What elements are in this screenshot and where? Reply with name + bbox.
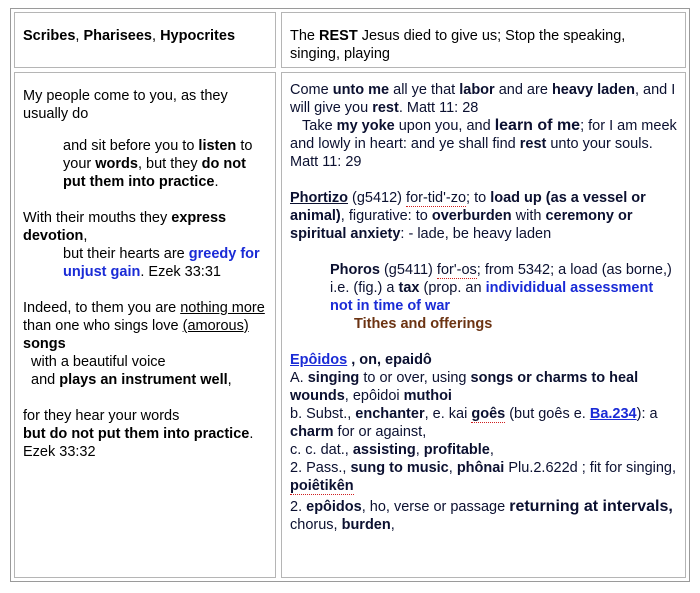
header-cell-left: [14, 12, 276, 68]
right-body-cell: [281, 72, 686, 578]
left-para-4: but their hearts are greedy for unjust gain. Ezek 33:31: [63, 246, 260, 280]
header-cell-right: [281, 12, 686, 68]
right-para-3: Phortizo (g5412) for-tid'-zo; to load up (as a vessel or animal), figurative: to overburden with ceremony or spiritual anxiety: - lade, be heavy laden: [290, 190, 646, 242]
right-para-1: Come unto me all ye that labor and are heavy laden, and I will give you rest. Matt 11: 28: [290, 82, 676, 116]
right-para-10: 2. Pass., sung to music, phônai Plu.2.622d ; fit for singing, poiêtikên: [290, 460, 677, 494]
left-para-9: but do not put them into practice. Ezek 33:32: [23, 426, 254, 460]
epoidos-link[interactable]: Epôidos: [290, 352, 348, 368]
right-para-9: c. c. dat., assisting, profitable,: [290, 442, 494, 458]
ba-234-link[interactable]: Ba.234: [589, 406, 637, 422]
left-para-1: My people come to you, as they usually do: [23, 88, 228, 122]
left-para-6: with a beautiful voice: [31, 354, 166, 370]
header-left-text: Scribes, Pharisees, Hypocrites: [23, 28, 236, 44]
right-para-5: Tithes and offerings: [354, 316, 493, 332]
header-right-text: The REST Jesus died to give us; Stop the speaking, singing, playing: [290, 28, 626, 62]
left-para-8: for they hear your words: [23, 408, 180, 424]
right-para-7: A. singing to or over, using songs or charms to heal wounds, epôidoi muthoi: [290, 370, 639, 404]
left-para-2: and sit before you to listen to your words, but they do not put them into practice.: [63, 138, 253, 190]
right-para-11: 2. epôidos, ho, verse or passage returning at intervals, chorus, burden,: [290, 498, 673, 533]
left-body-cell: [14, 72, 276, 578]
left-para-3: With their mouths they express devotion,: [23, 210, 227, 244]
right-para-8: b. Subst., enchanter, e. kai goês (but goês e. Ba.234): a charm for or against,: [290, 406, 658, 440]
left-para-7: and plays an instrument well,: [31, 372, 232, 388]
left-para-5: Indeed, to them you are nothing more than one who sings love (amorous) songs: [23, 300, 265, 352]
right-para-4: Phoros (g5411) for'-os; from 5342; a load (as borne,) i.e. (fig.) a tax (prop. an individidual assessment not in time of war: [330, 262, 672, 314]
content-table: [10, 8, 690, 582]
right-para-6: Epôidos , on, epaidô: [290, 352, 432, 368]
right-para-2: Take my yoke upon you, and learn of me; for I am meek and lowly in heart: and ye shall find rest unto your souls. Matt 11: 29: [290, 117, 677, 170]
